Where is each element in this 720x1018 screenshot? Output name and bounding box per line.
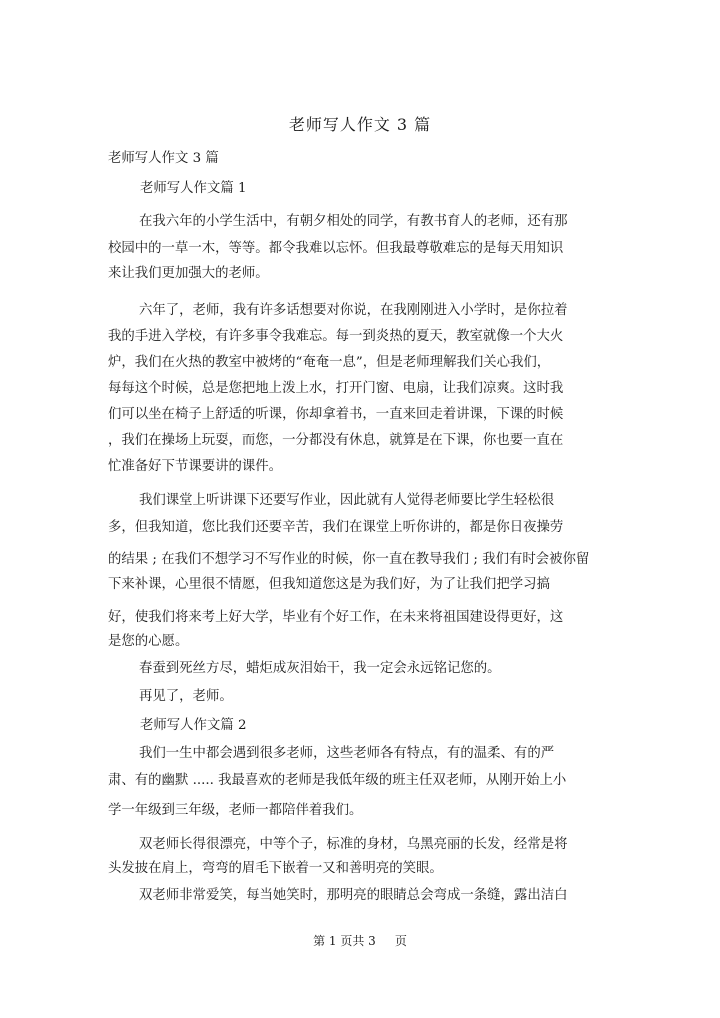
paragraph-line: 们可以坐在椅子上舒适的听课，你却拿着书，一直来回走着讲课，下课的时候 [108,407,564,422]
paragraph-line: 再见了，老师。 [139,689,233,704]
paragraph-line: 双老师非常爱笑，每当她笑时，那明亮的眼睛总会弯成一条缝，露出洁白 [139,888,568,903]
paragraph-line: 每每这个时候，总是您把地上泼上水，打开门窗、电扇，让我们凉爽。这时我 [108,381,564,396]
paragraph-line: 双老师长得很漂亮，中等个子，标准的身材，乌黑亮丽的长发，经常是将 [139,837,568,852]
paragraph-line: 肃、有的幽默 ..... 我最喜欢的老师是我低年级的班主任双老师，从刚开始上小 [108,773,567,788]
section-heading-1: 老师写人作文篇 1 [140,181,247,196]
paragraph-line: 我的手进入学校，有许多事令我难忘。每一到炎热的夏天，教室就像一个大火 [108,329,564,344]
paragraph-line: 多，但我知道，您比我们还要辛苦，我们在课堂上听你讲的，都是你日夜操劳 [108,520,564,535]
paragraph-line: 我们课堂上听讲课下还要写作业，因此就有人觉得老师要比学生轻松很 [139,493,555,508]
paragraph-line: 来让我们更加强大的老师。 [108,266,269,281]
paragraph-line: 好，使我们将来考上好大学，毕业有个好工作，在未来将祖国建设得更好，这 [108,610,564,625]
paragraph-line: ，我们在操场上玩耍，而您，一分都没有休息，就算是在下课，你也要一直在 [108,433,564,448]
paragraph-line: 头发披在肩上，弯弯的眉毛下嵌着一又和善明亮的笑眼。 [108,861,443,876]
paragraph-line: 校园中的一草一木，等等。都令我难以忘怀。但我最尊敬难忘的是每天用知识 [108,241,564,256]
paragraph-line: 的结果 ; 在我们不想学习不写作业的时候，你一直在教导我们 ; 我们有时会被你留 [108,552,590,567]
paragraph-line: 六年了，老师，我有许多话想要对你说，在我刚刚进入小学时，是你拉着 [139,303,568,318]
paragraph-line: 我们一生中都会遇到很多老师，这些老师各有特点，有的温柔、有的严 [139,746,555,761]
paragraph-line: 炉，我们在火热的教室中被烤的“奄奄一息”，但是老师理解我们关心我们， [108,355,551,370]
page-footer: 第 1 页共 3 页 [313,934,407,948]
paragraph-line: 在我六年的小学生活中，有朝夕相处的同学，有教书育人的老师，还有那 [139,214,568,229]
document-title: 老师写人作文 3 篇 [288,115,432,134]
subtitle: 老师写人作文 3 篇 [108,151,219,166]
paragraph-line: 学一年级到三年级，老师一都陪伴着我们。 [108,803,363,818]
paragraph-line: 忙准备好下节课要讲的课件。 [108,459,283,474]
section-heading-2: 老师写人作文篇 2 [140,718,247,733]
paragraph-line: 是您的心愿。 [108,634,189,649]
paragraph-line: 下来补课，心里很不情愿，但我知道您这是为我们好，为了让我们把学习搞 [108,577,550,592]
paragraph-line: 春蚕到死丝方尽，蜡炬成灰泪始干，我一定会永远铭记您的。 [139,661,501,676]
